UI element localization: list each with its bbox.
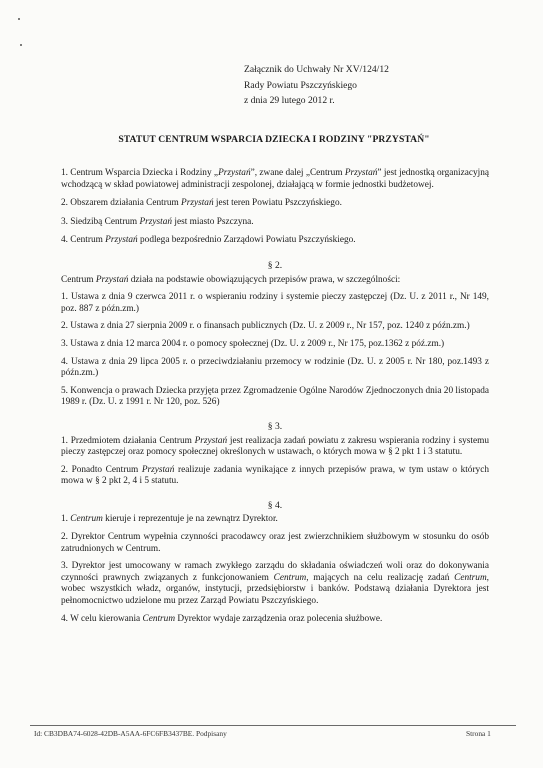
paragraph: 1. Przedmiotem działania Centrum Przystań jest realizacja zadań powiatu z zakresu wspierania rodziny i systemu pieczy zastępczej oraz pomocy społecznej określonych w ustawach, o których mowa w § 2 pkt 1 i 3 statutu. [61, 435, 489, 458]
list-item: 1. Ustawa z dnia 9 czerwca 2011 r. o wspieraniu rodziny i systemie pieczy zastępczej (Dz. U. z 2011 r., Nr 149, poz. 887 z późn.zm.) [61, 292, 489, 314]
section-heading: § 4. [267, 499, 283, 511]
scan-speck [20, 44, 22, 46]
attachment-header [244, 62, 389, 109]
paragraph: Centrum Przystań działa na podstawie obowiązujących przepisów prawa, w szczególności: [61, 274, 401, 285]
page-number: Strona 1 [466, 729, 491, 738]
document-body [61, 168, 489, 625]
paragraph: 2. Ponadto Centrum Przystań realizuje zadania wynikające z innych przepisów prawa, w tym ustaw o których mowa w § 2 pkt 2, 4 i 5 statutu. [61, 464, 489, 487]
paragraph: 2. Obszarem działania Centrum Przystań jest teren Powiatu Pszczyńskiego. [61, 198, 342, 209]
scan-speck [18, 18, 20, 20]
paragraph: 1. Centrum kieruje i reprezentuje je na zewnątrz Dyrektor. [61, 514, 278, 525]
paragraph: 2. Dyrektor Centrum wypełnia czynności pracodawcy oraz jest zwierzchnikiem służbowym w stosunku do osób zatrudnionych w Centrum. [61, 532, 489, 554]
footer-divider [30, 725, 516, 726]
header-line: Rady Powiatu Pszczyńskiego [244, 79, 357, 91]
section-heading: § 2. [267, 259, 283, 271]
document-title: STATUT CENTRUM WSPARCIA DZIECKA I RODZINY "PRZYSTAŃ" [118, 134, 430, 145]
paragraph: 4. Centrum Przystań podlega bezpośrednio Zarządowi Powiatu Pszczyńskiego. [61, 235, 356, 246]
paragraph: 3. Dyrektor jest umocowany w ramach zwykłego zarządu do składania oświadczeń woli oraz do dokonywania czynności prawnych związanych z funkcjonowaniem Centrum, mających na celu realizację zadań Centrum, wobec wszystkich władz, organów, instytucji, przedsiębiorstw i banków. Podstawą działania Dyrektora jest pełnomocnictwo udzielone mu przez Zarząd Powiatu Pszczyńskiego. [61, 561, 489, 607]
list-item: 3. Ustawa z dnia 12 marca 2004 r. o pomocy społecznej (Dz. U. z 2009 r., Nr 175, poz.1362 z póź.zm.) [61, 338, 445, 349]
paragraph: 4. W celu kierowania Centrum Dyrektor wydaje zarządzenia oraz polecenia służbowe. [61, 613, 383, 624]
list-item: 5. Konwencja o prawach Dziecka przyjęta przez Zgromadzenie Ogólne Narodów Zjednoczonych dnia 20 listopada 1989 r. (Dz. U. z 1991 r. Nr 120, poz. 526) [61, 385, 489, 408]
header-line: z dnia 29 lutego 2012 r. [244, 95, 335, 106]
list-item: 2. Ustawa z dnia 27 sierpnia 2009 r. o finansach publicznych (Dz. U. z 2009 r., Nr 157, poz. 1240 z późn.zm.) [61, 321, 470, 332]
header-line: Załącznik do Uchwały Nr XV/124/12 [244, 64, 389, 75]
list-item: 4. Ustawa z dnia 29 lipca 2005 r. o przeciwdziałaniu przemocy w rodzinie (Dz. U. z 2005 r. Nr 180, poz.1493 z późn.zm.) [61, 356, 489, 379]
paragraph: 3. Siedzibą Centrum Przystań jest miasto Pszczyna. [61, 216, 254, 227]
paragraph: 1. Centrum Wsparcia Dziecka i Rodziny „Przystań”, zwane dalej „Centrum Przystań” jest jednostką organizacyjną wchodzącą w skład powiatowej administracji zespolonej, działającą w formie jednostki budżetowej. [61, 168, 490, 190]
section-heading: § 3. [267, 420, 283, 432]
document-id: Id: CB3DBA74-6028-42DB-A5AA-6FC6FB3437BE. Podpisany [34, 729, 227, 738]
